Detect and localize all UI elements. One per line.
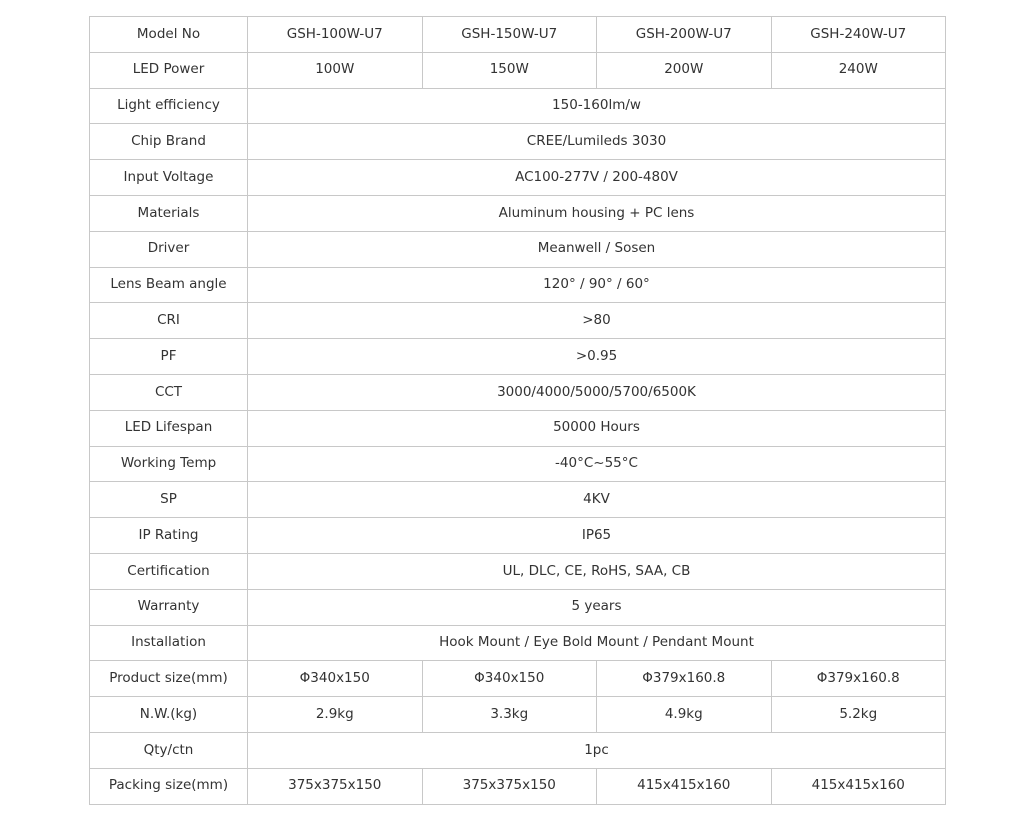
row-label: Input Voltage <box>90 160 248 196</box>
shared-value-cell: Aluminum housing + PC lens <box>248 195 946 231</box>
table-row <box>90 88 946 124</box>
model-value-cell: Φ379x160.8 <box>597 661 772 697</box>
row-label: Working Temp <box>90 446 248 482</box>
model-value-cell: 3.3kg <box>422 697 597 733</box>
table-row <box>90 625 946 661</box>
model-value-cell: GSH-240W-U7 <box>771 17 946 53</box>
shared-value-cell: Hook Mount / Eye Bold Mount / Pendant Mount <box>248 625 946 661</box>
shared-value-cell: CREE/Lumileds 3030 <box>248 124 946 160</box>
shared-value-cell: 150-160lm/w <box>248 88 946 124</box>
shared-value-cell: 4KV <box>248 482 946 518</box>
table-row <box>90 446 946 482</box>
row-label: CRI <box>90 303 248 339</box>
table-row <box>90 339 946 375</box>
table-row <box>90 195 946 231</box>
row-label: Installation <box>90 625 248 661</box>
row-label: LED Power <box>90 52 248 88</box>
model-value-cell: Φ340x150 <box>422 661 597 697</box>
model-value-cell: GSH-100W-U7 <box>248 17 423 53</box>
table-row <box>90 160 946 196</box>
model-value-cell: 5.2kg <box>771 697 946 733</box>
shared-value-cell: AC100-277V / 200-480V <box>248 160 946 196</box>
model-value-cell: GSH-150W-U7 <box>422 17 597 53</box>
spec-table-body <box>90 17 946 805</box>
model-value-cell: 375x375x150 <box>248 768 423 804</box>
table-row <box>90 303 946 339</box>
row-label: Materials <box>90 195 248 231</box>
table-row <box>90 52 946 88</box>
spec-table <box>89 16 946 805</box>
model-value-cell: 150W <box>422 52 597 88</box>
row-label: LED Lifespan <box>90 410 248 446</box>
row-label: Driver <box>90 231 248 267</box>
row-label: PF <box>90 339 248 375</box>
table-row <box>90 518 946 554</box>
row-label: Warranty <box>90 589 248 625</box>
table-row <box>90 732 946 768</box>
table-row <box>90 124 946 160</box>
row-label: CCT <box>90 374 248 410</box>
model-value-cell: 200W <box>597 52 772 88</box>
model-value-cell: 240W <box>771 52 946 88</box>
row-label: Chip Brand <box>90 124 248 160</box>
shared-value-cell: >0.95 <box>248 339 946 375</box>
table-row <box>90 17 946 53</box>
row-label: Qty/ctn <box>90 732 248 768</box>
shared-value-cell: 50000 Hours <box>248 410 946 446</box>
model-value-cell: Φ340x150 <box>248 661 423 697</box>
shared-value-cell: UL, DLC, CE, RoHS, SAA, CB <box>248 553 946 589</box>
table-row <box>90 768 946 804</box>
table-row <box>90 231 946 267</box>
table-row <box>90 267 946 303</box>
shared-value-cell: -40°C~55°C <box>248 446 946 482</box>
model-value-cell: 2.9kg <box>248 697 423 733</box>
row-label: Product size(mm) <box>90 661 248 697</box>
row-label: Light efficiency <box>90 88 248 124</box>
model-value-cell: Φ379x160.8 <box>771 661 946 697</box>
shared-value-cell: Meanwell / Sosen <box>248 231 946 267</box>
model-value-cell: GSH-200W-U7 <box>597 17 772 53</box>
shared-value-cell: 3000/4000/5000/5700/6500K <box>248 374 946 410</box>
model-value-cell: 415x415x160 <box>597 768 772 804</box>
row-label: Packing size(mm) <box>90 768 248 804</box>
table-row <box>90 410 946 446</box>
shared-value-cell: 1pc <box>248 732 946 768</box>
row-label: SP <box>90 482 248 518</box>
row-label: IP Rating <box>90 518 248 554</box>
shared-value-cell: 5 years <box>248 589 946 625</box>
table-row <box>90 589 946 625</box>
table-row <box>90 553 946 589</box>
table-row <box>90 661 946 697</box>
row-label: Model No <box>90 17 248 53</box>
model-value-cell: 375x375x150 <box>422 768 597 804</box>
row-label: Certification <box>90 553 248 589</box>
row-label: Lens Beam angle <box>90 267 248 303</box>
model-value-cell: 100W <box>248 52 423 88</box>
table-row <box>90 482 946 518</box>
table-row <box>90 374 946 410</box>
model-value-cell: 415x415x160 <box>771 768 946 804</box>
model-value-cell: 4.9kg <box>597 697 772 733</box>
row-label: N.W.(kg) <box>90 697 248 733</box>
shared-value-cell: 120° / 90° / 60° <box>248 267 946 303</box>
table-row <box>90 697 946 733</box>
shared-value-cell: IP65 <box>248 518 946 554</box>
shared-value-cell: >80 <box>248 303 946 339</box>
